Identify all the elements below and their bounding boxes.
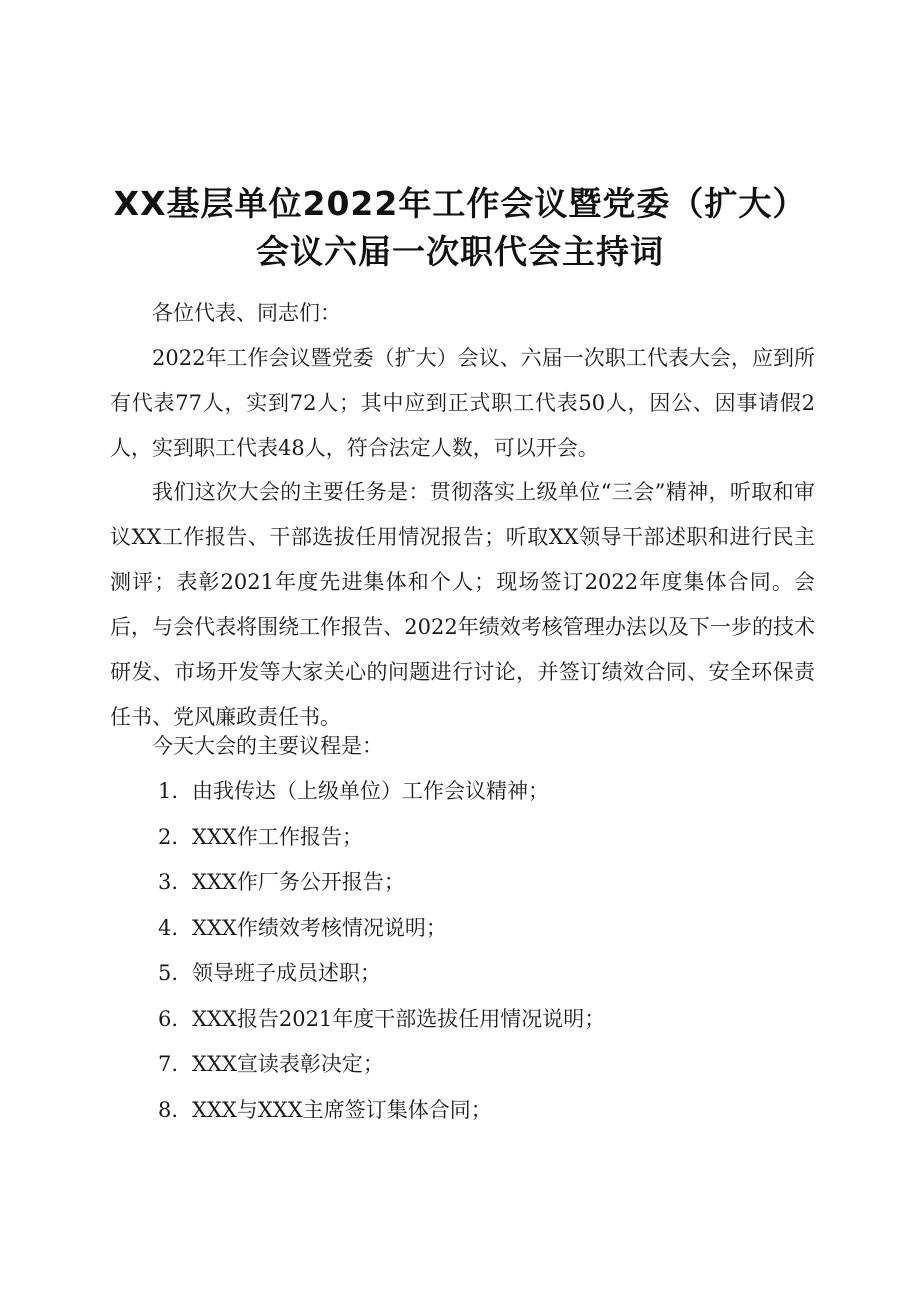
paragraph-text: 2022年工作会议暨党委（扩大）会议、六届一次职工代表大会，应到所有代表77人，实到72人；其中应到正式职工代表50人，因公、因事请假2人，实到职工代表48人，符合法定人数，可以开会。 bbox=[110, 346, 815, 460]
agenda-item-text: XXX作厂务公开报告； bbox=[192, 870, 405, 894]
agenda-item bbox=[158, 769, 605, 815]
paragraph-text: 今天大会的主要议程是： bbox=[152, 734, 383, 758]
agenda-item bbox=[158, 860, 605, 906]
document-title-line-1: XX基层单位2022年工作会议暨党委（扩大） bbox=[113, 184, 807, 223]
paragraph-agenda-intro bbox=[110, 724, 815, 769]
agenda-item bbox=[158, 906, 605, 952]
agenda-item bbox=[158, 997, 605, 1043]
agenda-item-text: XXX与XXX主席签订集体合同； bbox=[192, 1097, 492, 1122]
paragraph-text: 我们这次大会的主要任务是：贯彻落实上级单位“三会”精神，听取和审议XX工作报告、干部选拔任用情况报告；听取XX领导干部述职和进行民主测评；表彰2021年度先进集体和个人；现场签订2022年度集体合同。会后，与会代表将围绕工作报告、2022年绩效考核管理办法以及下一步的技术研发、市场开发等大家关心的问题进行讨论，并签订绩效合同、安全环保责任书、党风廉政责任书。 bbox=[110, 480, 815, 729]
agenda-item-number: 4. bbox=[158, 915, 179, 940]
agenda-item-number: 8. bbox=[158, 1097, 179, 1122]
agenda-item bbox=[158, 815, 605, 861]
agenda-item-number: 1. bbox=[158, 779, 179, 803]
agenda-item-text: XXX作绩效考核情况说明； bbox=[192, 915, 447, 940]
agenda-item-number: 2. bbox=[158, 824, 179, 849]
agenda-list bbox=[158, 769, 605, 1133]
agenda-item-text: 领导班子成员述职； bbox=[192, 961, 381, 985]
document-title-line-2: 会议六届一次职代会主持词 bbox=[256, 232, 664, 271]
agenda-item bbox=[158, 951, 605, 997]
agenda-item bbox=[158, 1042, 605, 1088]
greeting: 各位代表、同志们： bbox=[152, 301, 341, 325]
agenda-item bbox=[158, 1088, 605, 1134]
paragraph-attendance bbox=[110, 336, 815, 471]
agenda-item-text: XXX作工作报告； bbox=[192, 824, 363, 849]
paragraph-tasks bbox=[110, 470, 815, 740]
agenda-item-number: 7. bbox=[158, 1052, 179, 1076]
agenda-item-number: 6. bbox=[158, 1006, 179, 1031]
agenda-item-number: 3. bbox=[158, 870, 179, 894]
agenda-item-text: XXX报告2021年度干部选拔任用情况说明； bbox=[192, 1006, 606, 1031]
agenda-item-text: 由我传达（上级单位）工作会议精神； bbox=[192, 779, 549, 803]
agenda-item-text: XXX宣读表彰决定； bbox=[192, 1052, 384, 1076]
agenda-item-number: 5. bbox=[158, 961, 179, 985]
